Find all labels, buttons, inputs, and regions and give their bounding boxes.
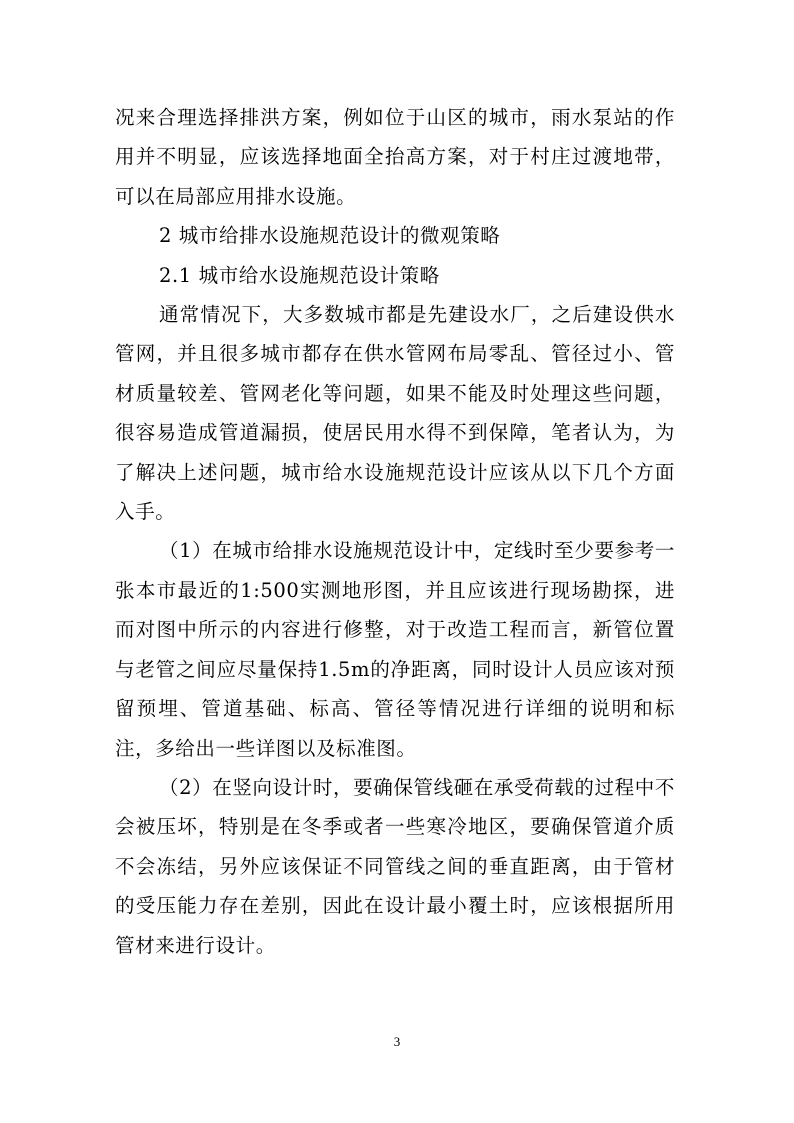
paragraph-item-2: （2）在竖向设计时，要确保管线砸在承受荷载的过程中不会被压坏，特别是在冬季或者一些寒冷地区，要确保管道介质不会冻结，另外应该保证不同管线之间的垂直距离，由于管材的受压能力存在差别，因此在设计最小覆土时，应该根据所用管材来进行设计。 xyxy=(115,775,675,957)
page-number: 3 xyxy=(393,1034,401,1049)
paragraph-water-supply-intro: 通常情况下，大多数城市都是先建设水厂，之后建设供水管网，并且很多城市都存在供水管网布局零乱、管径过小、管材质量较差、管网老化等问题，如果不能及时处理这些问题，很容易造成管道漏损，使居民用水得不到保障，笔者认为，为了解决上述问题，城市给水设施规范设计应该从以下几个方面入手。 xyxy=(115,303,675,524)
subsection-heading: 2.1 城市给水设施规范设计策略 xyxy=(159,263,440,287)
document-body xyxy=(115,98,675,965)
section-heading: 2 城市给排水设施规范设计的微观策略 xyxy=(159,224,501,248)
paragraph-continuation: 况来合理选择排洪方案，例如位于山区的城市，雨水泵站的作用并不明显，应该选择地面全抬高方案，对于村庄过渡地带，可以在局部应用排水设施。 xyxy=(115,106,675,208)
paragraph-item-1: （1）在城市给排水设施规范设计中，定线时至少要参考一张本市最近的1:500实测地形图，并且应该进行现场勘探，进而对图中所示的内容进行修整，对于改造工程而言，新管位置与老管之间应尽量保持1.5m的净距离，同时设计人员应该对预留预埋、管道基础、标高、管径等情况进行详细的说明和标注，多给出一些详图以及标准图。 xyxy=(115,539,675,760)
